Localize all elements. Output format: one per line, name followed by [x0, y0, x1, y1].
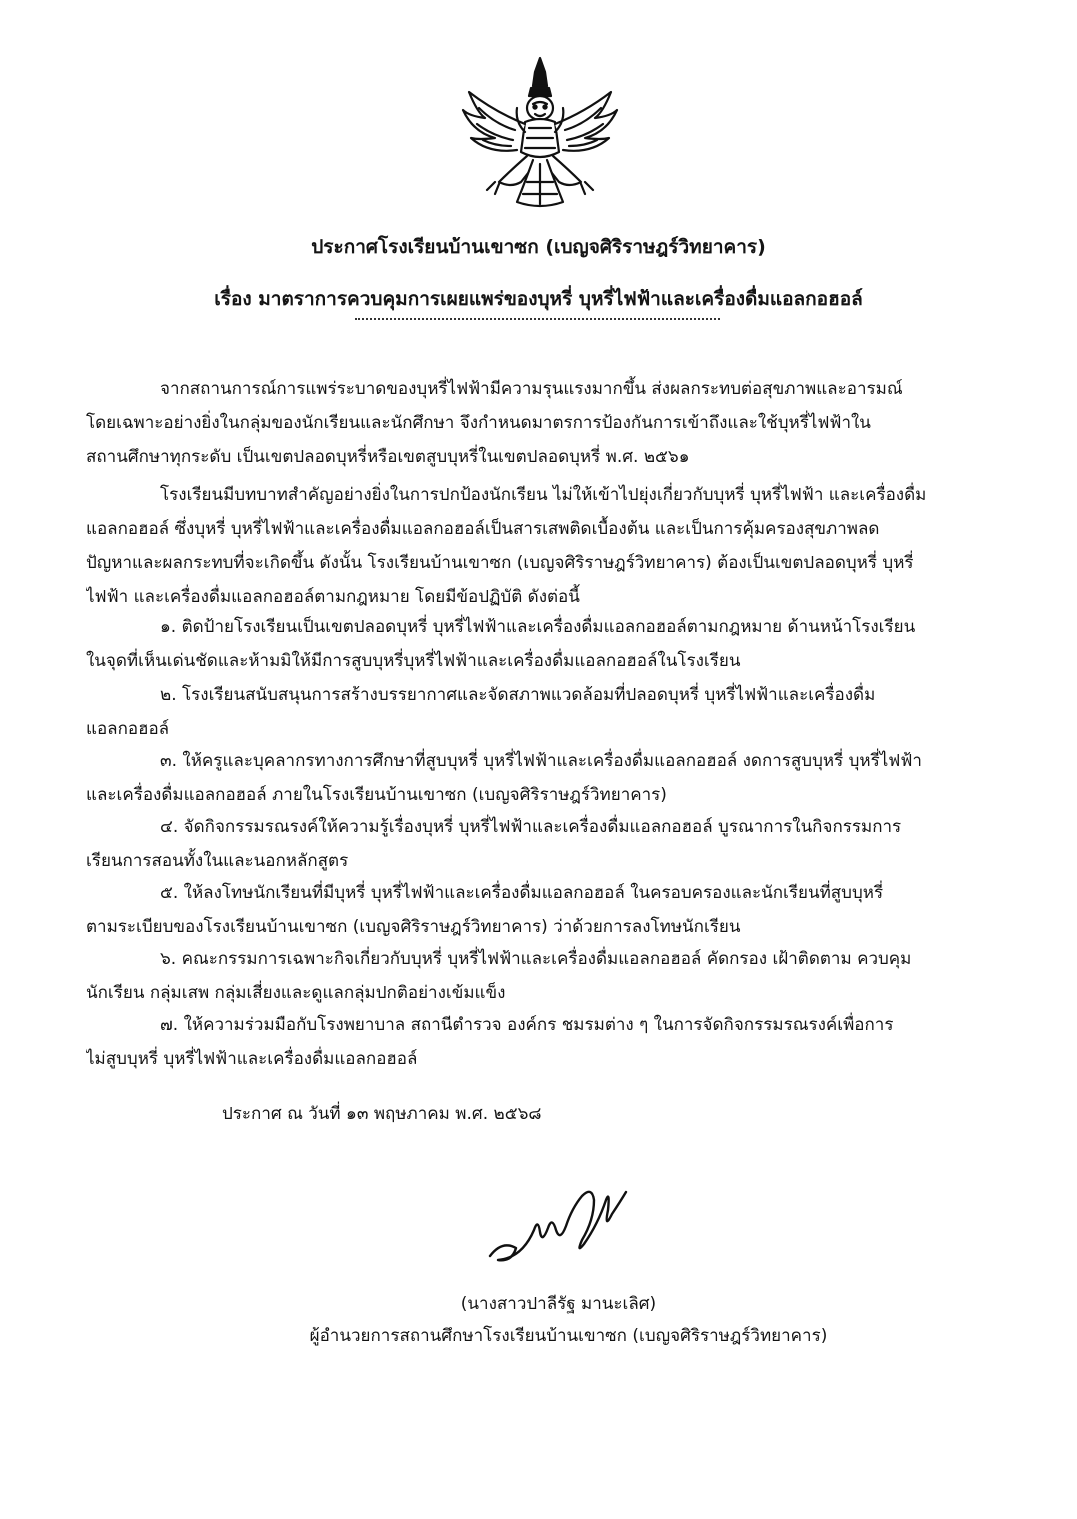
announcement-title: ประกาศโรงเรียนบ้านเขาซก (เบญจศิริราษฎร์วิทยาคาร) — [311, 236, 766, 258]
signer-name: (นางสาวปาลีรัฐ มานะเลิศ) — [460, 1294, 657, 1314]
measure-item-2 — [86, 678, 992, 746]
paragraph-line: โดยเฉพาะอย่างยิ่งในกลุ่มของนักเรียนและนักศึกษา จึงกำหนดมาตรการป้องกันการเข้าถึงและใช้บุหรี่ไฟฟ้าใน — [86, 413, 871, 433]
paragraph-intro — [86, 372, 992, 474]
paragraph-line: จากสถานการณ์การแพร่ระบาดของบุหรี่ไฟฟ้ามีความรุนแรงมากขึ้น ส่งผลกระทบต่อสุขภาพและอารมณ์ — [160, 379, 903, 399]
handwritten-signature-icon — [482, 1170, 632, 1270]
signer-position: ผู้อำนวยการสถานศึกษาโรงเรียนบ้านเขาซก (เบญจศิริราษฎร์วิทยาคาร) — [309, 1326, 828, 1346]
paragraph-line: ปัญหาและผลกระทบที่จะเกิดขึ้น ดังนั้น โรงเรียนบ้านเขาซก (เบญจศิริราษฎร์วิทยาคาร) ต้องเป็นเขตปลอดบุหรี่ บุหรี่ — [86, 553, 914, 573]
paragraph-line: และเครื่องดื่มแอลกอฮอล์ ภายในโรงเรียนบ้านเขาซก (เบญจศิริราษฎร์วิทยาคาร) — [86, 785, 667, 805]
paragraph-line: นักเรียน กลุ่มเสพ กลุ่มเสี่ยงและดูแลกลุ่มปกติอย่างเข้มแข็ง — [86, 983, 506, 1003]
paragraph-line: ๒. โรงเรียนสนับสนุนการสร้างบรรยากาศและจัดสภาพแวดล้อมที่ปลอดบุหรี่ บุหรี่ไฟฟ้าและเครื่องดื่ม — [160, 685, 876, 705]
paragraph-line: แอลกอฮอล์ — [86, 719, 170, 739]
paragraph-line: แอลกอฮอล์ ซึ่งบุหรี่ บุหรี่ไฟฟ้าและเครื่องดื่มแอลกอฮอล์เป็นสารเสพติดเบื้องต้น และเป็นการคุ้มครองสุขภาพลด — [86, 519, 880, 539]
paragraph-line: ๑. ติดป้ายโรงเรียนเป็นเขตปลอดบุหรี่ บุหรี่ไฟฟ้าและเครื่องดื่มแอลกอฮอล์ตามกฎหมาย ด้านหน้าโรงเรียน — [160, 617, 916, 637]
paragraph-line: ๖. คณะกรรมการเฉพาะกิจเกี่ยวกับบุหรี่ บุหรี่ไฟฟ้าและเครื่องดื่มแอลกอฮอล์ คัดกรอง เฝ้าติดตาม ควบคุม — [160, 949, 912, 969]
announcement-subject: เรื่อง มาตราการควบคุมการเผยแพร่ของบุหรี่ บุหรี่ไฟฟ้าและเครื่องดื่มแอลกอฮอล์ — [214, 288, 863, 310]
paragraph-line: ๔. จัดกิจกรรมรณรงค์ให้ความรู้เรื่องบุหรี่ บุหรี่ไฟฟ้าและเครื่องดื่มแอลกอฮอล์ บูรณาการในกิจกรรมการ — [160, 817, 902, 837]
paragraph-line: โรงเรียนมีบทบาทสำคัญอย่างยิ่งในการปกป้องนักเรียน ไม่ให้เข้าไปยุ่งเกี่ยวกับบุหรี่ บุหรี่ไฟฟ้า และเครื่องดื่ม — [160, 485, 927, 505]
measure-item-3 — [86, 744, 992, 812]
measure-item-5 — [86, 876, 992, 944]
garuda-emblem-icon — [455, 52, 625, 212]
measure-item-4 — [86, 810, 992, 878]
dotted-divider — [355, 318, 720, 320]
measure-item-7 — [86, 1008, 992, 1076]
paragraph-line: ในจุดที่เห็นเด่นชัดและห้ามมิให้มีการสูบบุหรี่บุหรี่ไฟฟ้าและเครื่องดื่มแอลกอฮอล์ในโรงเรียน — [86, 651, 741, 671]
paragraph-school-role — [86, 478, 992, 614]
paragraph-line: ๕. ให้ลงโทษนักเรียนที่มีบุหรี่ บุหรี่ไฟฟ้าและเครื่องดื่มแอลกอฮอล์ ในครอบครองและนักเรียนที่สูบบุหรี่ — [160, 883, 884, 903]
paragraph-line: ไฟฟ้า และเครื่องดื่มแอลกอฮอล์ตามกฎหมาย โดยมีข้อปฏิบัติ ดังต่อนี้ — [86, 587, 580, 607]
paragraph-line: สถานศึกษาทุกระดับ เป็นเขตปลอดบุหรี่หรือเขตสูบบุหรี่ในเขตปลอดบุหรี่ พ.ศ. ๒๕๖๑ — [86, 447, 690, 467]
paragraph-line: ไม่สูบบุหรี่ บุหรี่ไฟฟ้าและเครื่องดื่มแอลกอฮอล์ — [86, 1049, 418, 1069]
measure-item-1 — [86, 610, 992, 678]
paragraph-line: ๗. ให้ความร่วมมือกับโรงพยาบาล สถานีตำรวจ องค์กร ชมรมต่าง ๆ ในการจัดกิจกรรมรณรงค์เพื่อการ — [160, 1015, 894, 1035]
announcement-date: ประกาศ ณ วันที่ ๑๓ พฤษภาคม พ.ศ. ๒๕๖๘ — [222, 1104, 542, 1124]
paragraph-line: ๓. ให้ครูและบุคลากรทางการศึกษาที่สูบบุหรี่ บุหรี่ไฟฟ้าและเครื่องดื่มแอลกอฮอล์ งดการสูบบุหรี่ บุหรี่ไฟฟ้า — [160, 751, 922, 771]
measure-item-6 — [86, 942, 992, 1010]
paragraph-line: ตามระเบียบของโรงเรียนบ้านเขาซก (เบญจศิริราษฎร์วิทยาคาร) ว่าด้วยการลงโทษนักเรียน — [86, 917, 741, 937]
paragraph-line: เรียนการสอนทั้งในและนอกหลักสูตร — [86, 851, 349, 871]
